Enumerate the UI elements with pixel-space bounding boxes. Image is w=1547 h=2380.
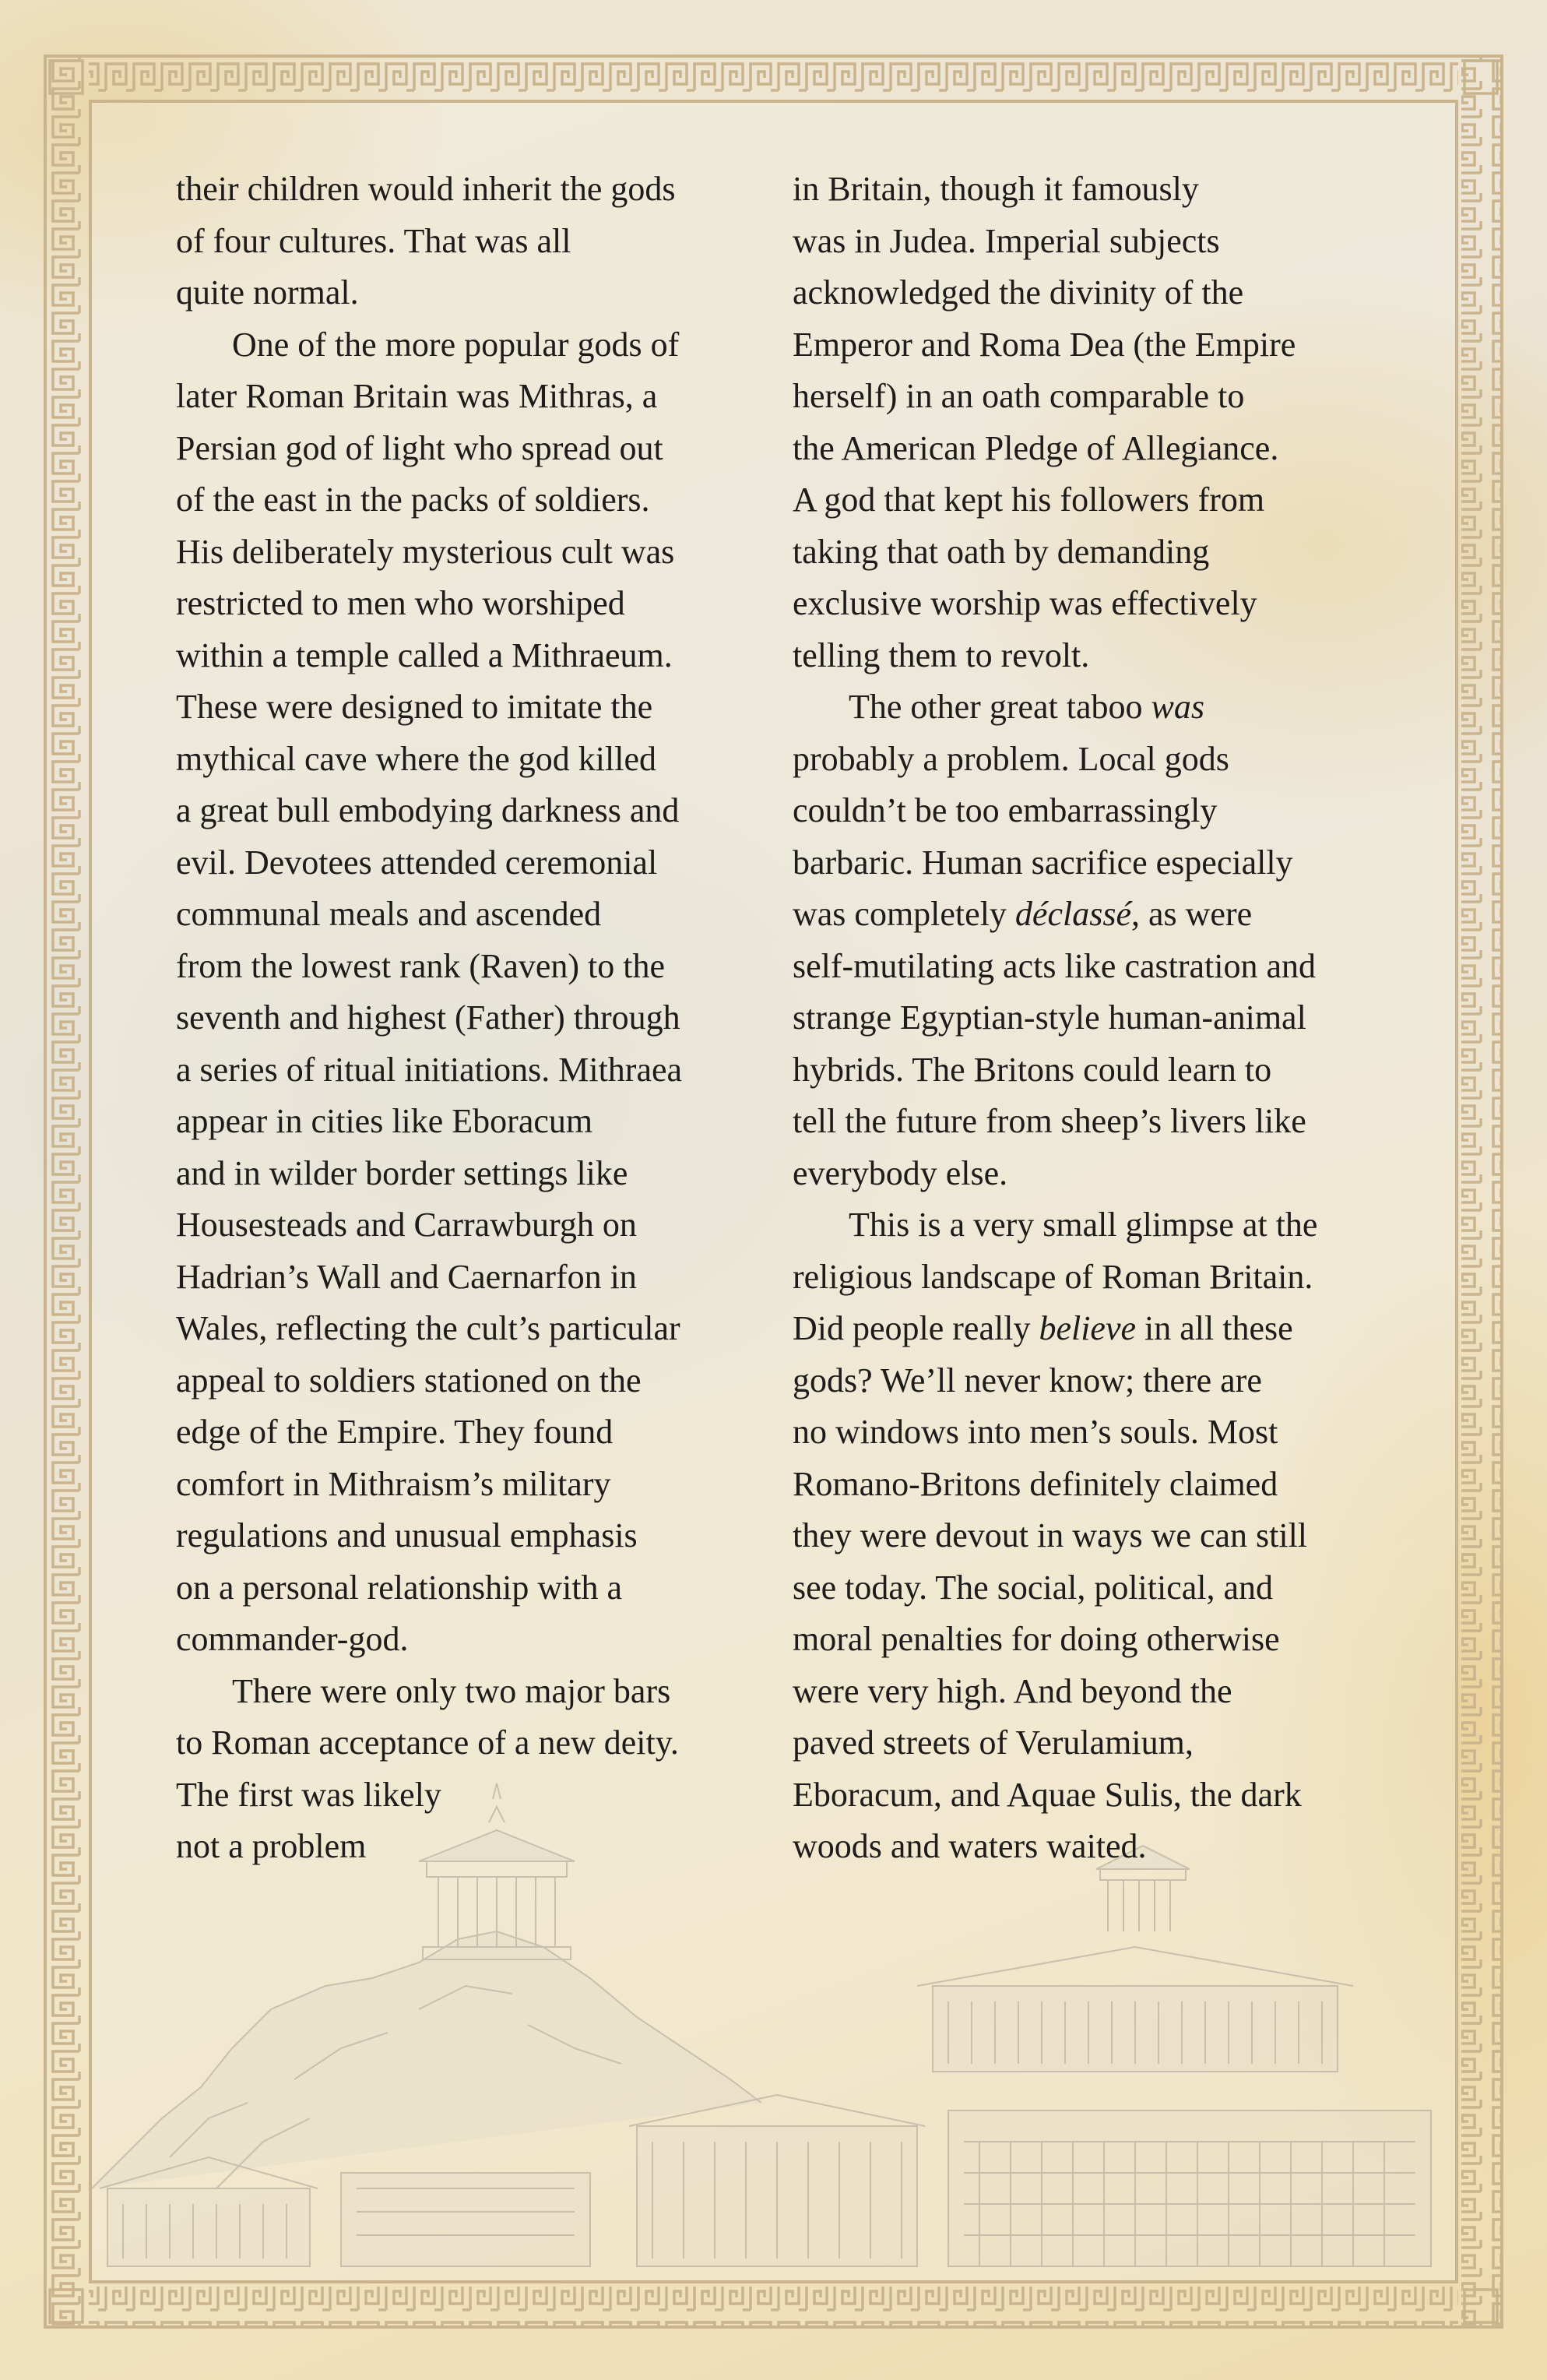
text-run: taking that oath by demanding <box>793 532 1210 571</box>
text-line: There were only two major bars <box>232 1671 671 1710</box>
text-line <box>793 681 1384 734</box>
text-line: Persian god of light who spread out <box>176 428 663 467</box>
text-line <box>793 267 1384 319</box>
text-line: not a problem <box>176 1827 367 1865</box>
right-text-column <box>793 164 1384 1873</box>
text-line <box>793 1459 1384 1511</box>
text-line <box>793 1044 1384 1097</box>
text-run: see today. The social, political, and <box>793 1568 1274 1607</box>
text-run: was completely <box>793 895 1015 933</box>
text-line: edge of the Empire. They found <box>176 1413 614 1451</box>
text-line: commander-god. <box>176 1620 409 1658</box>
text-run: Romano-Britons definitely claimed <box>793 1464 1278 1503</box>
text-line <box>793 1096 1384 1148</box>
text-run: This is a very small glimpse at the <box>849 1206 1318 1244</box>
text-line: mythical cave where the god killed <box>176 739 656 778</box>
text-line <box>793 785 1384 837</box>
text-line <box>793 1717 1384 1769</box>
text-line <box>793 1666 1384 1718</box>
text-line <box>793 1199 1384 1252</box>
text-run: A god that kept his followers from <box>793 481 1265 519</box>
text-line: to Roman acceptance of a new deity. <box>176 1723 679 1762</box>
text-run: no windows into men’s souls. Most <box>793 1413 1278 1451</box>
text-run: telling them to revolt. <box>793 635 1090 674</box>
text-line <box>793 734 1384 786</box>
text-run: barbaric. Human sacrifice especially <box>793 843 1293 882</box>
text-run: the American Pledge of Allegiance. <box>793 428 1279 467</box>
italic-text: déclassé <box>1014 895 1131 933</box>
text-run: acknowledged the divinity of the <box>793 273 1244 312</box>
text-line <box>793 164 1384 216</box>
text-run: religious landscape of Roman Britain. <box>793 1257 1313 1296</box>
text-run: , as were <box>1130 895 1253 933</box>
text-line: The first was likely <box>176 1775 441 1814</box>
text-line <box>793 1769 1384 1822</box>
text-line <box>793 1148 1384 1200</box>
text-line <box>793 837 1384 889</box>
text-run: probably a problem. Local gods <box>793 739 1229 778</box>
text-run: hybrids. The Britons could learn to <box>793 1050 1272 1089</box>
text-line: quite normal. <box>176 273 359 312</box>
text-line <box>793 1252 1384 1304</box>
text-line: later Roman Britain was Mithras, a <box>176 377 658 415</box>
text-line: appear in cities like Eboracum <box>176 1102 593 1140</box>
left-text-column <box>176 164 768 1873</box>
text-line: evil. Devotees attended ceremonial <box>176 843 658 882</box>
text-run: in all these <box>1136 1309 1293 1347</box>
text-line: within a temple called a Mithraeum. <box>176 635 673 674</box>
text-run: in Britain, though it famously <box>793 170 1199 208</box>
text-line: restricted to men who worshiped <box>176 584 625 622</box>
text-run: couldn’t be too embarrassingly <box>793 791 1218 829</box>
text-line: One of the more popular gods of <box>232 325 680 364</box>
text-line <box>793 1821 1384 1873</box>
text-line: Housesteads and Carrawburgh on <box>176 1206 637 1244</box>
text-run: were very high. And beyond the <box>793 1671 1232 1710</box>
text-line: of the east in the packs of soldiers. <box>176 481 650 519</box>
text-line: comfort in Mithraism’s military <box>176 1464 611 1503</box>
text-line: Hadrian’s Wall and Caernarfon in <box>176 1257 637 1296</box>
text-line <box>793 319 1384 371</box>
text-run: Emperor and Roma Dea (the Empire <box>793 325 1296 364</box>
text-line <box>793 1510 1384 1562</box>
italic-text: was <box>1151 688 1204 726</box>
text-line <box>793 216 1384 268</box>
text-line <box>793 1562 1384 1614</box>
text-run: tell the future from sheep’s livers like <box>793 1102 1306 1140</box>
text-line: His deliberately mysterious cult was <box>176 532 675 571</box>
text-run: woods and waters waited. <box>793 1827 1147 1865</box>
text-run: Eboracum, and Aquae Sulis, the dark <box>793 1775 1302 1814</box>
text-run: herself) in an oath comparable to <box>793 377 1245 415</box>
text-line: regulations and unusual emphasis <box>176 1516 638 1554</box>
text-line <box>793 1407 1384 1459</box>
text-line: seventh and highest (Father) through <box>176 998 680 1037</box>
text-line <box>793 992 1384 1044</box>
italic-text: believe <box>1039 1309 1137 1347</box>
text-line: a great bull embodying darkness and <box>176 791 680 829</box>
text-line <box>793 1614 1384 1666</box>
text-line <box>793 630 1384 682</box>
text-run: strange Egyptian-style human-animal <box>793 998 1306 1037</box>
text-line <box>793 578 1384 630</box>
text-run: moral penalties for doing otherwise <box>793 1620 1280 1658</box>
text-run: self-mutilating acts like castration and <box>793 946 1317 985</box>
text-line <box>793 371 1384 423</box>
text-line: communal meals and ascended <box>176 895 602 933</box>
text-line <box>793 423 1384 475</box>
text-run: exclusive worship was effectively <box>793 584 1257 622</box>
text-line <box>793 526 1384 579</box>
text-run: gods? We’ll never know; there are <box>793 1361 1262 1399</box>
text-line: Wales, reflecting the cult’s particular <box>176 1309 680 1347</box>
text-line: of four cultures. That was all <box>176 221 571 260</box>
text-line: appeal to soldiers stationed on the <box>176 1361 642 1399</box>
text-run: was in Judea. Imperial subjects <box>793 221 1220 260</box>
text-line <box>793 889 1384 941</box>
text-run: paved streets of Verulamium, <box>793 1723 1194 1762</box>
text-line: their children would inherit the gods <box>176 170 676 208</box>
text-run: Did people really <box>793 1309 1039 1347</box>
text-line: from the lowest rank (Raven) to the <box>176 946 666 985</box>
text-line <box>793 1303 1384 1355</box>
text-line: These were designed to imitate the <box>176 688 653 726</box>
text-line <box>793 941 1384 993</box>
text-line: a series of ritual initiations. Mithraea <box>176 1050 683 1089</box>
text-line <box>793 1355 1384 1407</box>
text-line: on a personal relationship with a <box>176 1568 623 1607</box>
text-run: everybody else. <box>793 1153 1008 1192</box>
text-line <box>793 474 1384 526</box>
text-line: and in wilder border settings like <box>176 1153 628 1192</box>
text-run: The other great taboo <box>849 688 1151 726</box>
text-run: they were devout in ways we can still <box>793 1516 1308 1554</box>
